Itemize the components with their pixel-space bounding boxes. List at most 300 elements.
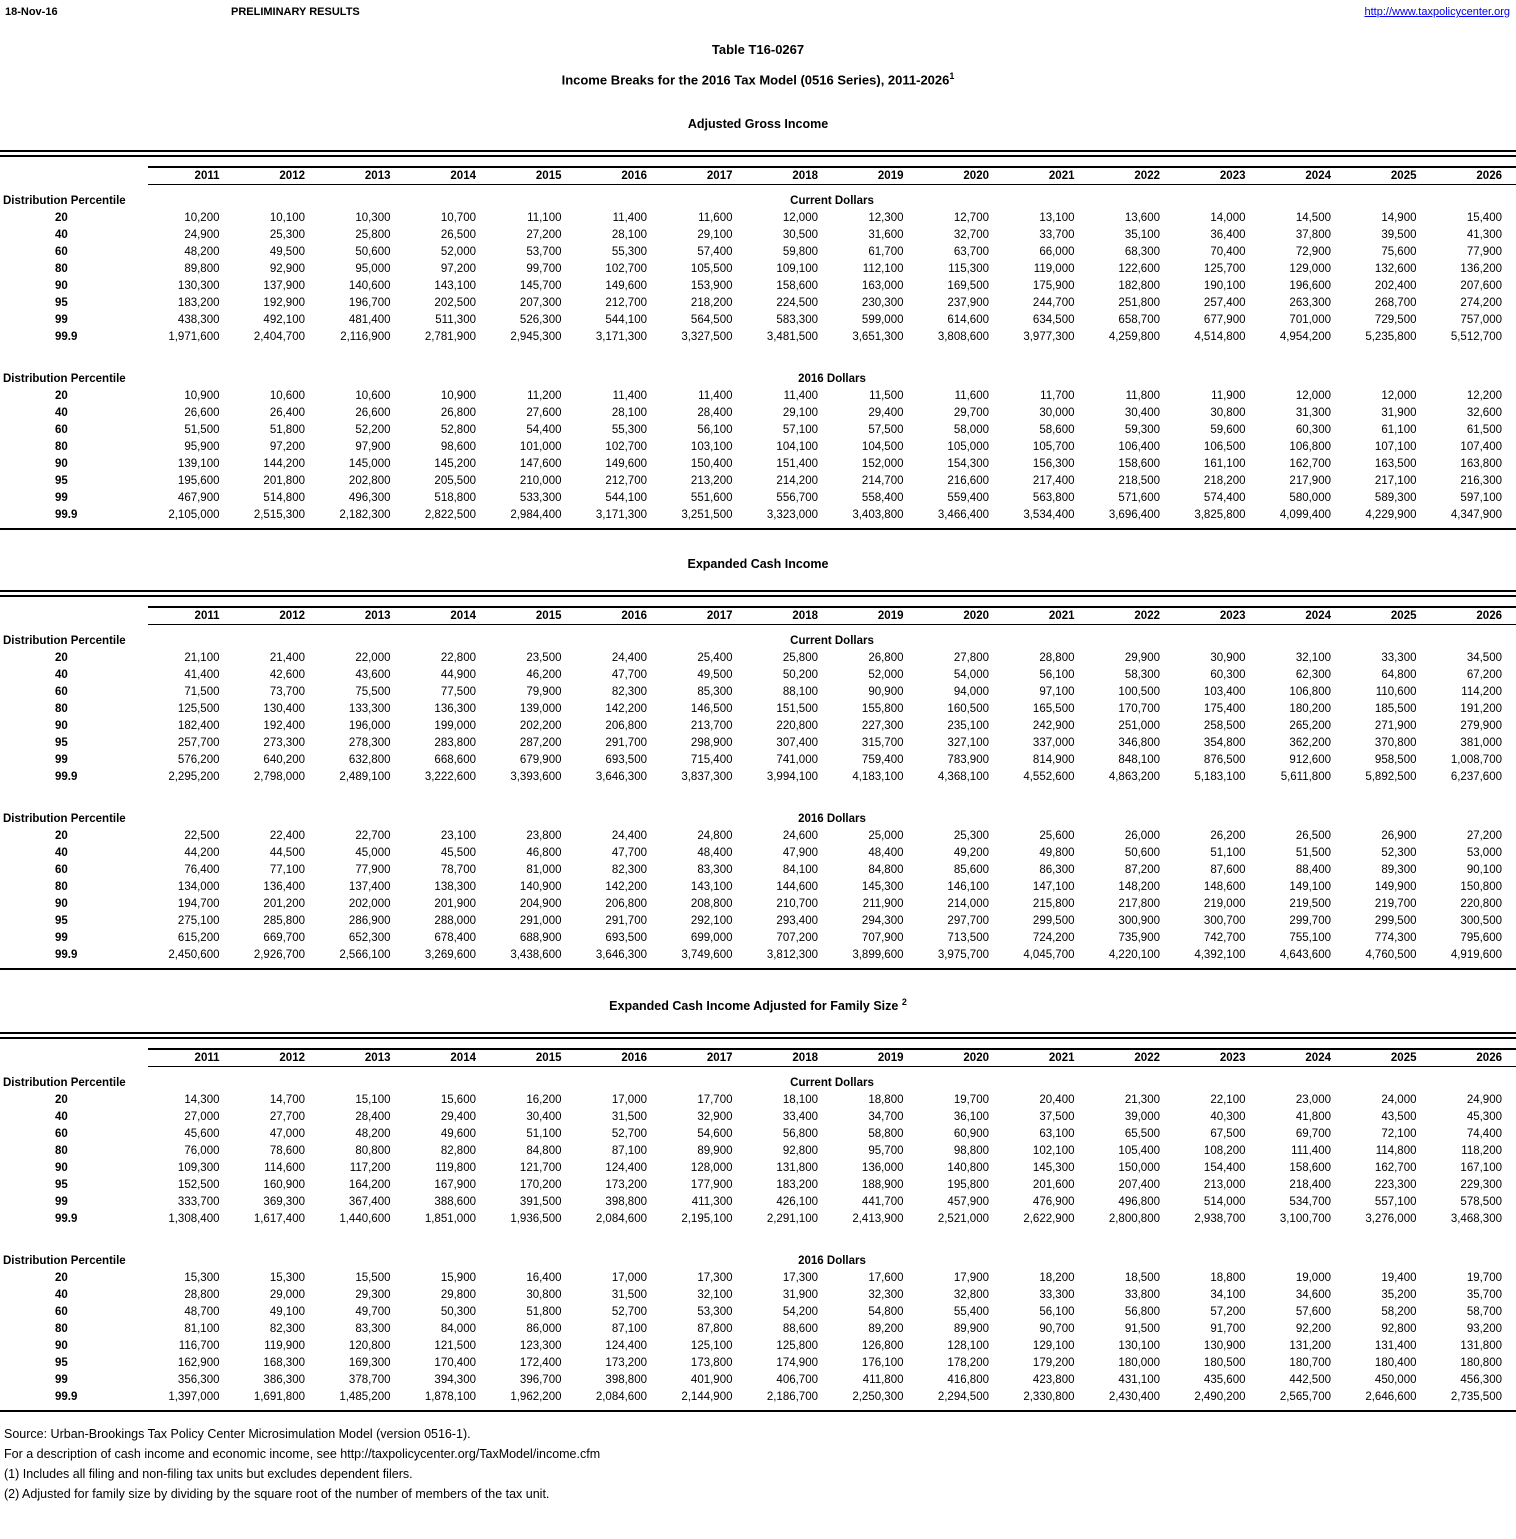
value-cell: 300,700 xyxy=(1203,914,1246,927)
value-cell: 2,781,900 xyxy=(424,330,476,343)
value-cell: 56,100 xyxy=(1039,668,1075,681)
value-cell: 23,000 xyxy=(1295,1093,1331,1106)
year-header: 2023 xyxy=(1174,167,1260,185)
value-cell: 170,200 xyxy=(519,1178,562,1191)
value-cell: 2,430,400 xyxy=(1108,1390,1160,1403)
value-cell: 2,084,600 xyxy=(595,1390,647,1403)
value-cell: 43,600 xyxy=(355,668,391,681)
table-row xyxy=(0,387,1516,404)
section-footnote-marker: 2 xyxy=(901,997,907,1008)
value-cell: 75,500 xyxy=(355,685,391,698)
year-header-row xyxy=(0,607,1516,625)
value-cell: 125,500 xyxy=(177,702,220,715)
value-cell: 137,900 xyxy=(263,279,305,292)
value-cell: 29,900 xyxy=(1124,651,1160,664)
value-cell: 125,800 xyxy=(776,1339,818,1352)
value-cell: 30,000 xyxy=(1039,406,1075,419)
value-cell: 46,200 xyxy=(526,668,562,681)
value-cell: 2,938,700 xyxy=(1194,1212,1246,1225)
value-cell: 149,600 xyxy=(605,457,647,470)
year-header: 2019 xyxy=(832,607,918,625)
value-cell: 47,700 xyxy=(611,846,647,859)
value-cell: 11,800 xyxy=(1125,389,1160,402)
value-cell: 557,100 xyxy=(1374,1195,1417,1208)
value-cell: 48,400 xyxy=(697,846,733,859)
value-cell: 51,800 xyxy=(269,423,305,436)
value-cell: 32,800 xyxy=(953,1288,989,1301)
value-cell: 12,000 xyxy=(1295,389,1331,402)
value-cell: 196,000 xyxy=(348,719,391,732)
value-cell: 60,300 xyxy=(1295,423,1331,436)
year-header: 2012 xyxy=(234,607,320,625)
value-cell: 11,900 xyxy=(1211,389,1246,402)
value-cell: 206,800 xyxy=(605,897,647,910)
corner-cell xyxy=(0,607,148,625)
value-cell: 158,600 xyxy=(1118,457,1160,470)
value-cell: 3,403,800 xyxy=(852,508,904,521)
table-row xyxy=(0,1269,1516,1286)
value-cell: 219,700 xyxy=(1374,897,1417,910)
value-cell: 230,300 xyxy=(861,296,904,309)
value-cell: 3,438,600 xyxy=(510,948,562,961)
value-cell: 170,700 xyxy=(1118,702,1160,715)
block-label: 2016 Dollars xyxy=(798,372,866,385)
value-cell: 24,900 xyxy=(1466,1093,1502,1106)
value-cell: 30,400 xyxy=(1124,406,1160,419)
title-footnote-marker: 1 xyxy=(949,71,955,81)
value-cell: 28,400 xyxy=(697,406,733,419)
table-row xyxy=(0,438,1516,455)
taxpolicycenter-link[interactable]: http://www.taxpolicycenter.org xyxy=(1364,6,1510,18)
value-cell: 2,798,000 xyxy=(253,770,305,783)
percentile-label: 40 xyxy=(55,406,68,419)
value-cell: 175,900 xyxy=(1032,279,1075,292)
value-cell: 163,000 xyxy=(861,279,904,292)
value-cell: 227,300 xyxy=(861,719,904,732)
block-header-row xyxy=(0,350,1516,387)
value-cell: 90,700 xyxy=(1039,1322,1075,1335)
value-cell: 83,300 xyxy=(355,1322,391,1335)
block-label: 2016 Dollars xyxy=(798,1254,866,1267)
value-cell: 369,300 xyxy=(263,1195,305,1208)
table-row xyxy=(0,844,1516,861)
value-cell: 391,500 xyxy=(519,1195,562,1208)
value-cell: 11,400 xyxy=(783,389,818,402)
table-row xyxy=(0,277,1516,294)
value-cell: 55,400 xyxy=(953,1305,989,1318)
value-cell: 213,700 xyxy=(690,719,733,732)
value-cell: 51,100 xyxy=(1210,846,1246,859)
value-cell: 3,994,100 xyxy=(766,770,818,783)
value-cell: 29,100 xyxy=(782,406,818,419)
value-cell: 679,900 xyxy=(519,753,562,766)
value-cell: 58,200 xyxy=(1381,1305,1417,1318)
percentile-label: 40 xyxy=(55,1110,68,1123)
value-cell: 15,300 xyxy=(184,1271,220,1284)
value-cell: 202,200 xyxy=(519,719,562,732)
value-cell: 367,400 xyxy=(348,1195,391,1208)
value-cell: 180,500 xyxy=(1203,1356,1246,1369)
value-cell: 297,700 xyxy=(947,914,989,927)
value-cell: 27,600 xyxy=(526,406,562,419)
value-cell: 106,800 xyxy=(1289,440,1331,453)
value-cell: 66,000 xyxy=(1039,245,1075,258)
value-cell: 599,000 xyxy=(861,313,904,326)
value-cell: 4,552,600 xyxy=(1023,770,1075,783)
value-cell: 68,300 xyxy=(1124,245,1160,258)
value-cell: 2,144,900 xyxy=(681,1390,733,1403)
table-row xyxy=(0,455,1516,472)
value-cell: 388,600 xyxy=(434,1195,476,1208)
corner-cell xyxy=(0,167,148,185)
table-row xyxy=(0,421,1516,438)
value-cell: 11,400 xyxy=(698,389,733,402)
value-cell: 128,100 xyxy=(947,1339,989,1352)
value-cell: 3,749,600 xyxy=(681,948,733,961)
value-cell: 559,400 xyxy=(947,491,989,504)
percentile-label: 95 xyxy=(55,1356,68,1369)
value-cell: 110,600 xyxy=(1375,685,1417,698)
percentile-label: 20 xyxy=(55,211,68,224)
value-cell: 85,600 xyxy=(953,863,989,876)
value-cell: 210,700 xyxy=(776,897,818,910)
value-cell: 22,100 xyxy=(1210,1093,1246,1106)
value-cell: 2,926,700 xyxy=(253,948,305,961)
value-cell: 213,200 xyxy=(690,474,733,487)
percentile-label: 99.9 xyxy=(55,770,78,783)
value-cell: 212,700 xyxy=(605,296,647,309)
value-cell: 32,700 xyxy=(953,228,989,241)
value-cell: 109,300 xyxy=(177,1161,220,1174)
value-cell: 4,863,200 xyxy=(1108,770,1160,783)
value-cell: 729,500 xyxy=(1374,313,1417,326)
value-cell: 17,300 xyxy=(782,1271,818,1284)
value-cell: 45,500 xyxy=(440,846,476,859)
percentile-label: 80 xyxy=(55,880,68,893)
value-cell: 39,000 xyxy=(1124,1110,1160,1123)
value-cell: 29,400 xyxy=(868,406,904,419)
value-cell: 72,100 xyxy=(1381,1127,1417,1140)
value-cell: 48,400 xyxy=(868,846,904,859)
value-cell: 52,000 xyxy=(440,245,476,258)
value-cell: 30,800 xyxy=(526,1288,562,1301)
value-cell: 92,800 xyxy=(782,1144,818,1157)
value-cell: 2,294,500 xyxy=(937,1390,989,1403)
value-cell: 273,300 xyxy=(263,736,305,749)
value-cell: 188,900 xyxy=(861,1178,904,1191)
value-cell: 129,000 xyxy=(1289,262,1331,275)
value-cell: 220,800 xyxy=(1460,897,1502,910)
value-cell: 699,000 xyxy=(690,931,733,944)
year-header: 2011 xyxy=(148,1049,234,1067)
year-header: 2026 xyxy=(1431,1049,1516,1067)
value-cell: 185,500 xyxy=(1374,702,1417,715)
value-cell: 147,100 xyxy=(1032,880,1075,893)
value-cell: 136,000 xyxy=(861,1161,904,1174)
value-cell: 27,200 xyxy=(526,228,562,241)
value-cell: 49,200 xyxy=(953,846,989,859)
value-cell: 2,450,600 xyxy=(168,948,220,961)
value-cell: 31,300 xyxy=(1295,406,1331,419)
value-cell: 24,000 xyxy=(1381,1093,1417,1106)
value-cell: 77,100 xyxy=(269,863,305,876)
value-cell: 2,622,900 xyxy=(1023,1212,1075,1225)
value-cell: 53,700 xyxy=(526,245,562,258)
value-cell: 160,500 xyxy=(947,702,989,715)
value-cell: 14,500 xyxy=(1295,211,1331,224)
value-cell: 2,521,000 xyxy=(937,1212,989,1225)
value-cell: 299,700 xyxy=(1289,914,1331,927)
value-cell: 208,800 xyxy=(690,897,733,910)
value-cell: 4,643,600 xyxy=(1279,948,1331,961)
value-cell: 52,700 xyxy=(611,1305,647,1318)
value-cell: 57,400 xyxy=(697,245,733,258)
value-cell: 467,900 xyxy=(177,491,220,504)
value-cell: 614,600 xyxy=(947,313,989,326)
value-cell: 2,182,300 xyxy=(339,508,391,521)
value-cell: 131,400 xyxy=(1374,1339,1417,1352)
value-cell: 3,696,400 xyxy=(1108,508,1160,521)
value-cell: 19,000 xyxy=(1295,1271,1331,1284)
value-cell: 148,600 xyxy=(1203,880,1246,893)
value-cell: 12,300 xyxy=(868,211,904,224)
value-cell: 52,000 xyxy=(868,668,904,681)
table-sections-container xyxy=(0,117,1516,1412)
value-cell: 78,700 xyxy=(440,863,476,876)
value-cell: 201,900 xyxy=(434,897,476,910)
value-cell: 214,000 xyxy=(947,897,989,910)
block-header-row xyxy=(0,185,1516,210)
value-cell: 10,700 xyxy=(440,211,476,224)
value-cell: 170,400 xyxy=(434,1356,476,1369)
value-cell: 5,183,100 xyxy=(1194,770,1246,783)
year-header: 2019 xyxy=(832,167,918,185)
value-cell: 441,700 xyxy=(861,1195,904,1208)
value-cell: 179,200 xyxy=(1032,1356,1075,1369)
value-cell: 18,500 xyxy=(1124,1271,1160,1284)
value-cell: 4,760,500 xyxy=(1365,948,1417,961)
value-cell: 26,500 xyxy=(1295,829,1331,842)
value-cell: 11,500 xyxy=(869,389,904,402)
value-cell: 476,900 xyxy=(1032,1195,1075,1208)
value-cell: 315,700 xyxy=(861,736,904,749)
value-cell: 265,200 xyxy=(1289,719,1331,732)
value-cell: 2,945,300 xyxy=(510,330,562,343)
value-cell: 102,700 xyxy=(605,262,647,275)
value-cell: 49,100 xyxy=(269,1305,305,1318)
value-cell: 123,300 xyxy=(519,1339,562,1352)
value-cell: 17,300 xyxy=(697,1271,733,1284)
value-cell: 27,700 xyxy=(269,1110,305,1123)
value-cell: 215,800 xyxy=(1032,897,1075,910)
year-header: 2013 xyxy=(319,607,405,625)
value-cell: 95,700 xyxy=(868,1144,904,1157)
value-cell: 293,400 xyxy=(776,914,818,927)
value-cell: 199,000 xyxy=(434,719,476,732)
value-cell: 130,300 xyxy=(177,279,220,292)
year-header: 2023 xyxy=(1174,1049,1260,1067)
percentile-label: 20 xyxy=(55,829,68,842)
value-cell: 33,800 xyxy=(1124,1288,1160,1301)
year-header: 2015 xyxy=(490,1049,576,1067)
value-cell: 86,000 xyxy=(526,1322,562,1335)
double-rule xyxy=(0,1032,1516,1039)
value-cell: 84,000 xyxy=(440,1322,476,1335)
value-cell: 211,900 xyxy=(862,897,904,910)
value-cell: 26,200 xyxy=(1210,829,1246,842)
row-header-label: Distribution Percentile xyxy=(3,1076,126,1089)
value-cell: 145,300 xyxy=(1032,1161,1075,1174)
value-cell: 44,500 xyxy=(269,846,305,859)
table-row xyxy=(0,489,1516,506)
value-cell: 102,100 xyxy=(1032,1144,1075,1157)
value-cell: 18,100 xyxy=(782,1093,818,1106)
value-cell: 87,200 xyxy=(1124,863,1160,876)
table-row xyxy=(0,311,1516,328)
value-cell: 35,100 xyxy=(1124,228,1160,241)
value-cell: 583,300 xyxy=(776,313,818,326)
value-cell: 735,900 xyxy=(1118,931,1160,944)
value-cell: 848,100 xyxy=(1118,753,1160,766)
value-cell: 162,700 xyxy=(1374,1161,1417,1174)
value-cell: 210,000 xyxy=(519,474,562,487)
value-cell: 668,600 xyxy=(434,753,476,766)
double-rule xyxy=(0,150,1516,157)
value-cell: 217,400 xyxy=(1032,474,1075,487)
block-label: 2016 Dollars xyxy=(798,812,866,825)
value-cell: 180,200 xyxy=(1289,702,1331,715)
value-cell: 10,600 xyxy=(269,389,305,402)
value-cell: 82,800 xyxy=(440,1144,476,1157)
value-cell: 3,481,500 xyxy=(766,330,818,343)
value-cell: 104,100 xyxy=(776,440,818,453)
value-cell: 77,900 xyxy=(355,863,391,876)
value-cell: 299,500 xyxy=(1374,914,1417,927)
value-cell: 12,000 xyxy=(782,211,818,224)
value-cell: 183,200 xyxy=(177,296,220,309)
table-row xyxy=(0,1286,1516,1303)
table-row xyxy=(0,209,1516,226)
value-cell: 1,878,100 xyxy=(424,1390,476,1403)
value-cell: 105,000 xyxy=(947,440,989,453)
date-label: 18-Nov-16 xyxy=(5,6,58,18)
value-cell: 300,500 xyxy=(1460,914,1502,927)
table-row xyxy=(0,827,1516,844)
value-cell: 5,892,500 xyxy=(1365,770,1417,783)
value-cell: 104,500 xyxy=(861,440,904,453)
value-cell: 15,300 xyxy=(269,1271,305,1284)
year-header: 2026 xyxy=(1431,167,1516,185)
value-cell: 27,000 xyxy=(184,1110,220,1123)
value-cell: 41,300 xyxy=(1466,228,1502,241)
value-cell: 19,400 xyxy=(1381,1271,1417,1284)
value-cell: 688,900 xyxy=(519,931,562,944)
value-cell: 136,200 xyxy=(1460,262,1502,275)
value-cell: 218,200 xyxy=(690,296,733,309)
value-cell: 31,600 xyxy=(868,228,904,241)
value-cell: 278,300 xyxy=(348,736,391,749)
value-cell: 61,100 xyxy=(1381,423,1417,436)
value-cell: 3,651,300 xyxy=(852,330,904,343)
value-cell: 31,900 xyxy=(782,1288,818,1301)
section-title xyxy=(0,997,1516,1013)
value-cell: 707,900 xyxy=(861,931,904,944)
value-cell: 10,200 xyxy=(184,211,220,224)
value-cell: 49,800 xyxy=(1039,846,1075,859)
section-title xyxy=(0,117,1516,131)
table-row xyxy=(0,1108,1516,1125)
value-cell: 34,100 xyxy=(1210,1288,1246,1301)
value-cell: 36,400 xyxy=(1210,228,1246,241)
value-cell: 2,490,200 xyxy=(1194,1390,1246,1403)
year-header: 2022 xyxy=(1089,607,1175,625)
table-row xyxy=(0,1210,1516,1232)
value-cell: 88,100 xyxy=(782,685,818,698)
value-cell: 115,300 xyxy=(948,262,989,275)
corner-cell xyxy=(0,1049,148,1067)
year-header: 2014 xyxy=(405,607,491,625)
value-cell: 4,954,200 xyxy=(1279,330,1331,343)
value-cell: 11,600 xyxy=(954,389,989,402)
value-cell: 511,300 xyxy=(435,313,476,326)
table-row xyxy=(0,700,1516,717)
year-header: 2017 xyxy=(661,607,747,625)
value-cell: 213,000 xyxy=(1203,1178,1246,1191)
value-cell: 701,000 xyxy=(1289,313,1331,326)
year-header: 2011 xyxy=(148,607,234,625)
value-cell: 15,400 xyxy=(1466,211,1502,224)
value-cell: 28,100 xyxy=(611,406,647,419)
value-cell: 58,000 xyxy=(953,423,989,436)
value-cell: 294,300 xyxy=(861,914,904,927)
value-cell: 32,100 xyxy=(1295,651,1331,664)
year-header: 2024 xyxy=(1260,607,1346,625)
value-cell: 114,600 xyxy=(264,1161,305,1174)
value-cell: 576,200 xyxy=(177,753,220,766)
value-cell: 25,300 xyxy=(953,829,989,842)
value-cell: 558,400 xyxy=(861,491,904,504)
value-cell: 33,700 xyxy=(1039,228,1075,241)
value-cell: 87,100 xyxy=(611,1322,647,1335)
year-header: 2020 xyxy=(918,167,1004,185)
percentile-label: 99 xyxy=(55,1195,68,1208)
value-cell: 29,300 xyxy=(355,1288,391,1301)
value-cell: 3,171,300 xyxy=(595,508,647,521)
value-cell: 4,229,900 xyxy=(1365,508,1417,521)
value-cell: 4,514,800 xyxy=(1194,330,1246,343)
value-cell: 492,100 xyxy=(263,313,305,326)
value-cell: 251,800 xyxy=(1118,296,1160,309)
value-cell: 327,100 xyxy=(947,736,989,749)
value-cell: 287,200 xyxy=(519,736,562,749)
value-cell: 53,300 xyxy=(697,1305,733,1318)
percentile-label: 60 xyxy=(55,685,68,698)
value-cell: 67,500 xyxy=(1210,1127,1246,1140)
value-cell: 25,800 xyxy=(782,651,818,664)
row-header-label: Distribution Percentile xyxy=(3,372,126,385)
value-cell: 202,500 xyxy=(434,296,476,309)
year-header: 2012 xyxy=(234,167,320,185)
value-cell: 178,200 xyxy=(947,1356,989,1369)
table-row xyxy=(0,1176,1516,1193)
value-cell: 207,400 xyxy=(1118,1178,1160,1191)
value-cell: 153,900 xyxy=(690,279,733,292)
value-cell: 165,500 xyxy=(1032,702,1075,715)
value-cell: 154,400 xyxy=(1203,1161,1246,1174)
table-row xyxy=(0,260,1516,277)
year-header-row xyxy=(0,167,1516,185)
value-cell: 30,800 xyxy=(1210,406,1246,419)
